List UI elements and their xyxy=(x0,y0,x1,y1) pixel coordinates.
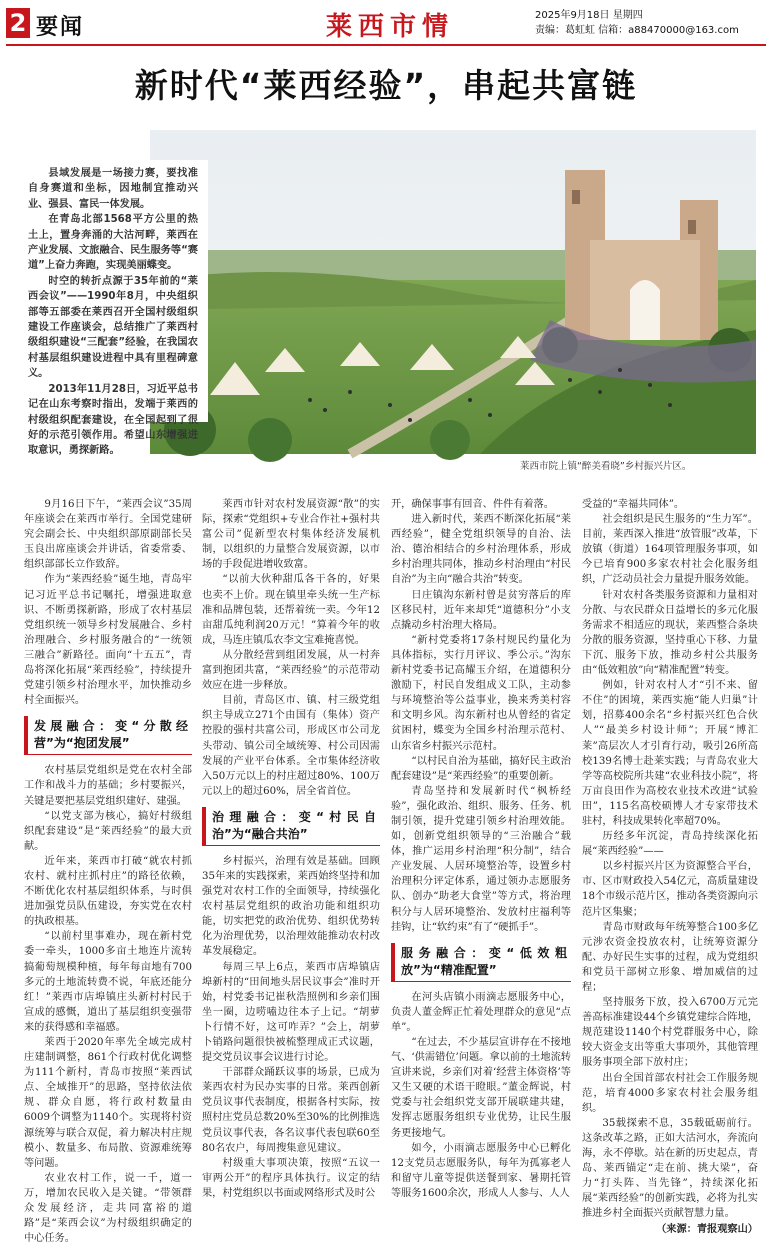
paragraph: 例如，针对农村人才“引不来、留不住”的困境，莱西实施“能人归巢”计划，招募400余名“乡村振兴红色合伙人”“最美乡村设计师”；开展“博汇莱”高层次人才引育行动，吸引26所高校139名博士赴莱实践；与青岛农业大学等高校院所共建“农业科技小院”，将万亩良田作为高校农业技术改进“试验田”，115名高校硕博人才专家带技术驻村，科技成果转化率超70%。 xyxy=(582,680,758,827)
paragraph: 从分散经营到组团发展，从一村奔富到抱团共富，“莱西经验”的示范带动效应在进一步释放。 xyxy=(202,649,380,692)
article-column-1 xyxy=(24,497,192,1246)
paragraph: 莱西于2020年率先全域完成村庄建制调整，861个行政村优化调整为111个新村，青岛市按照“莱西试点、全域推开”的思路，坚持依法依规、群众自愿，将行政村数量由6009个调整为1140个。实现将村资源统筹与联合双促，着力解决村庄规模小、数量多、布局散、资源难统筹等问题。 xyxy=(24,1037,192,1169)
editor-line: 责编：葛虹虹 信箱：a88470000@163.com xyxy=(535,25,739,36)
paragraph: 如今，小雨滴志愿服务中心已孵化12支党员志愿服务队，每年为孤寡老人和留守儿童等提供送餐到家、暑期托管等服务1600余次，形成人人参与、人人 xyxy=(391,1142,571,1199)
paragraph: 进入新时代，莱西不断深化拓展“莱西经验”，健全党组织领导的自治、法治、德治相结合的乡村治理体系，形成乡村治理共同体，推动乡村治理由“村民自治”为主向“融合共治”转变。 xyxy=(391,514,571,586)
article-column-3 xyxy=(391,497,571,1201)
paragraph: 农村基层党组织是党在农村全部工作和战斗力的基础；乡村要振兴，关键是要把基层党组织建好、建强。 xyxy=(24,765,192,807)
paragraph: “在过去，不少基层宣讲存在不接地气、‘供需错位’问题。拿以前的土地流转宣讲来说，乡亲们对着‘经营主体资格’等又生又硬的术语干瞪眼。”董金辉说，村党委与社会组织党支部开展联建共建，发挥志愿服务组织专业优势，让民生服务更接地气。 xyxy=(391,1037,571,1139)
intro-paragraph: 2013年11月28日，习近平总书记在山东考察时指出，发端于莱西的村级组织配套建设，在全国起到了很好的示范引领作用。希望山东增强进取意识，勇探新路。 xyxy=(28,383,198,457)
paragraph: “新村党委将17条村规民约量化为具体指标，实行月评议、季公示。”沟东新村党委书记高耀玉介绍，在道德积分激励下，村民自发组成义工队，主动参与环境整治等公益事业，换来秀美村容和文明乡风。沟东新村也从曾经的省定贫困村，蝶变为全国乡村治理示范村、山东省乡村振兴示范村。 xyxy=(391,634,571,752)
intro-box xyxy=(18,160,208,457)
date-line: 2025年9月18日 星期四 xyxy=(535,10,643,21)
paragraph: 受益的“幸福共同体”。 xyxy=(582,499,685,510)
subheading: 服务融合：变“低效粗放”为“精准配置” xyxy=(391,943,571,982)
paragraph: 每周三早上6点，莱西市店埠镇店埠新村的“田间地头居民议事会”准时开始，村党委书记崔秋浩照例和乡亲们围坐一圈，边唠嗑边往本子上记。“胡萝卜行情不好，这可咋弄？”会上，胡萝卜销路问题很快被梳整理成正式议题，提交党员议事会议进行讨论。 xyxy=(202,961,380,1064)
page-number: 2 xyxy=(6,8,30,38)
masthead-rule xyxy=(6,44,766,46)
intro-paragraph: 县域发展是一场接力赛，要找准自身赛道和坐标，因地制宜推动兴业、强县、富民一体发展。 xyxy=(28,168,198,210)
paragraph: 村级重大事项决策，按照“五议一审两公开”的程序具体执行。议定的结果，村党组织以书面或网络形式及时公 xyxy=(202,1157,380,1199)
headline: 新时代“莱西经验”，串起共富链 xyxy=(134,66,638,105)
masthead-meta xyxy=(535,8,739,38)
article-column-2 xyxy=(202,497,380,1201)
paragraph: 乡村振兴，治理有效是基础。回顾35年来的实践探索，莱西始终坚持和加强党对农村工作的全面领导，持续强化农村基层党组织的政治功能和组织功能，切实把党的政治优势、组织优势转化为治理优势，以治理效能推动农村改革发展稳定。 xyxy=(202,855,380,958)
paragraph: 针对农村各类服务资源和力量相对分散、与农民群众日益增长的多元化服务需求不相适应的现状，莱西整合条块分散的服务资源，坚持重心下移、力量下沉、服务下放，推动乡村公共服务由“低效粗放”向“精准配置”转变。 xyxy=(582,589,758,677)
paragraph: 青岛坚持和发展新时代“枫桥经验”，强化政治、组织、服务、任务、机制引领，提升党建引领乡村治理效能。如，创新党组织领导的“三治融合”载体，推广运用乡村治理“积分制”，结合产业发展、人居环境整治等，设置乡村治理积分评定体系，通过领办志愿服务队、创办“助老大食堂”等方式，将治理积分与人居环境整治、发放村庄福利等挂钩，让“软约束”有了“硬抓手”。 xyxy=(391,785,571,933)
masthead xyxy=(0,0,772,44)
paragraph: 社会组织是民生服务的“生力军”。目前，莱西深入推进“放管服”改革，下放镇（街道）164项管理服务事项，如今已培育900多家农村社会化服务组织，广泛动员社会力量提升服务效能。 xyxy=(582,514,758,586)
paragraph: 9月16日下午，“莱西会议”35周年座谈会在莱西市举行。全国党建研究会副会长、中央组织部原副部长吴玉良出席座谈会并讲话，省委常委、组织部部长立作致辞。 xyxy=(24,499,192,571)
paragraph: 在河头店镇小雨滴志愿服务中心，负责人董金辉正忙着处理群众的意见“点单”。 xyxy=(391,991,571,1033)
paragraph: 坚持服务下放，投入6700万元完善高标准建设44个乡镇党建综合阵地，规范建设1140个村党群服务中心，除较大资金支出等重大事项外，其他管理服务事项全部下放村庄； xyxy=(582,997,758,1069)
paragraph: “以村民自治为基础，搞好民主政治配套建设”是“莱西经验”的重要创新。 xyxy=(391,755,571,782)
paragraph: 近年来，莱西市打破“就农村抓农村、就村庄抓村庄”的路径依赖，不断优化农村基层组织体系，与时俱进加强党员队伍建设，夯实党在农村的执政根基。 xyxy=(24,855,192,928)
intro-paragraph: 时空的转折点源于35年前的“莱西会议”——1990年8月，中央组织部等五部委在莱西召开全国村级组织建设工作座谈会，总结推广了莱西村级组织建设“三配套”经验，在我国农村基层组织建设进程中具有里程碑意义。 xyxy=(28,275,198,380)
paragraph: 作为“莱西经验”诞生地，青岛牢记习近平总书记嘱托，增强进取意识、不断勇探新路，形成了农村基层党组织统一领导乡村发展融合、乡村治理融合、乡村服务融合的“一统领三融合”新路径。面向“十五五”，青岛将深化拓展“莱西经验”，持续提升党建引领乡村治理水平，加快推动乡村全面振兴。 xyxy=(24,574,192,707)
paragraph: 目前，青岛区市、镇、村三级党组织主导成立271个由国有（集体）资产控股的强村共富公司，形成区市公司龙头带动、镇公司全域统筹、村公司因需发展的产业平台体系。全市集体经济收入50万元以上的村庄超过80%、100万元以上的超过60%，居全省首位。 xyxy=(202,695,380,797)
paragraph: 干部群众踊跃议事的场景，已成为莱西农村为民办实事的日常。莱西创新党员议事代表制度，根据各村实际，按照村庄党员总数20%至30%的比例推选党员议事代表，各名议事代表包联60至80名农户，每周搜集意见建议。 xyxy=(202,1067,380,1154)
paragraph: 莱西市针对农村发展资源“散”的实际，探索“党组织+专业合作社+强村共富公司”促新型农村集体经济发展机制，以组织的力量整合发展资源，以市场的手段促进增收致富。 xyxy=(202,499,380,571)
paragraph: 以乡村振兴片区为资源整合平台，市、区市财政投入54亿元，高质量建设18个市级示范片区，推动各类资源向示范片区集聚； xyxy=(582,861,758,918)
paragraph: 35载探索不息，35载砥砺前行。这条改革之路，正如大沽河水，奔流向海，永不停歇。站在新的历史起点，青岛、莱西锚定“走在前、挑大梁”，奋力“打头阵、当先锋”，持续深化拓展“莱西经验”的创新实践，必将为扎实推进乡村全面振兴贡献智慧力量。 xyxy=(582,1117,758,1220)
paper-logo: 莱西市情 xyxy=(326,12,455,42)
photo-caption: 莱西市院上镇“醉美看晓”乡村振兴片区。 xyxy=(520,461,692,472)
paragraph: 农业农村工作，说一千，道一万，增加农民收入是关键。“带领群众发展经济，走共同富裕的道路”是“莱西会议”为村级组织确定的中心任务。 xyxy=(24,1172,192,1245)
paragraph: “以党支部为核心，搞好村级组织配套建设”是“莱西经验”的最大贡献。 xyxy=(24,810,192,852)
paragraph: 历经多年沉淀，青岛持续深化拓展“莱西经验”—— xyxy=(582,831,758,858)
paragraph: 日庄镇沟东新村曾是贫穷落后的库区移民村，近年来却凭“道德积分”小支点撬动乡村治理大格局。 xyxy=(391,589,571,631)
section-title: 要闻 xyxy=(36,15,85,40)
paragraph: 青岛市财政每年统筹整合100多亿元涉农资金投放农村，让统筹资源分配、办好民生实事的过程，成为党组织和党员干部树立形象、增加威信的过程； xyxy=(582,921,758,993)
feature-photo xyxy=(150,130,756,454)
paragraph: 出台全国首部农村社会工作服务规范，培育4000多家农村社会服务组织。 xyxy=(582,1072,758,1114)
article-source: （来源：青报观察山） xyxy=(656,1223,758,1235)
subheading: 发展融合：变“分散经营”为“抱团发展” xyxy=(24,716,192,755)
paragraph: 开，确保事事有回音、件件有着落。 xyxy=(391,499,554,510)
article-column-4 xyxy=(582,497,758,1237)
paragraph: “以前村里事难办，现在新村党委一牵头，1000多亩土地连片流转搞葡萄规模种植，每年每亩地有700多元的土地流转费不说，年底还能分红！”莱西市店埠镇庄头新村村民于宣成的感慨，道出了基层组织变强带来的获得感和幸福感。 xyxy=(24,931,192,1033)
intro-paragraph: 在青岛北部1568平方公里的热土上，置身奔涌的大沽河畔，莱西在产业发展、文旅融合、民生服务等“赛道”上奋力奔跑，实现美丽蝶变。 xyxy=(28,214,198,272)
paragraph: “以前大伙种甜瓜各干各的，好果也卖不上价。现在镇里牵头统一生产标准和品牌包装，还帮着统一卖。今年12亩甜瓜纯利润20万元！”算着今年的收成，马连庄镇瓜农李文宝难掩喜悦。 xyxy=(202,574,380,646)
subheading: 治理融合：变“村民自治”为“融合共治” xyxy=(202,807,380,846)
